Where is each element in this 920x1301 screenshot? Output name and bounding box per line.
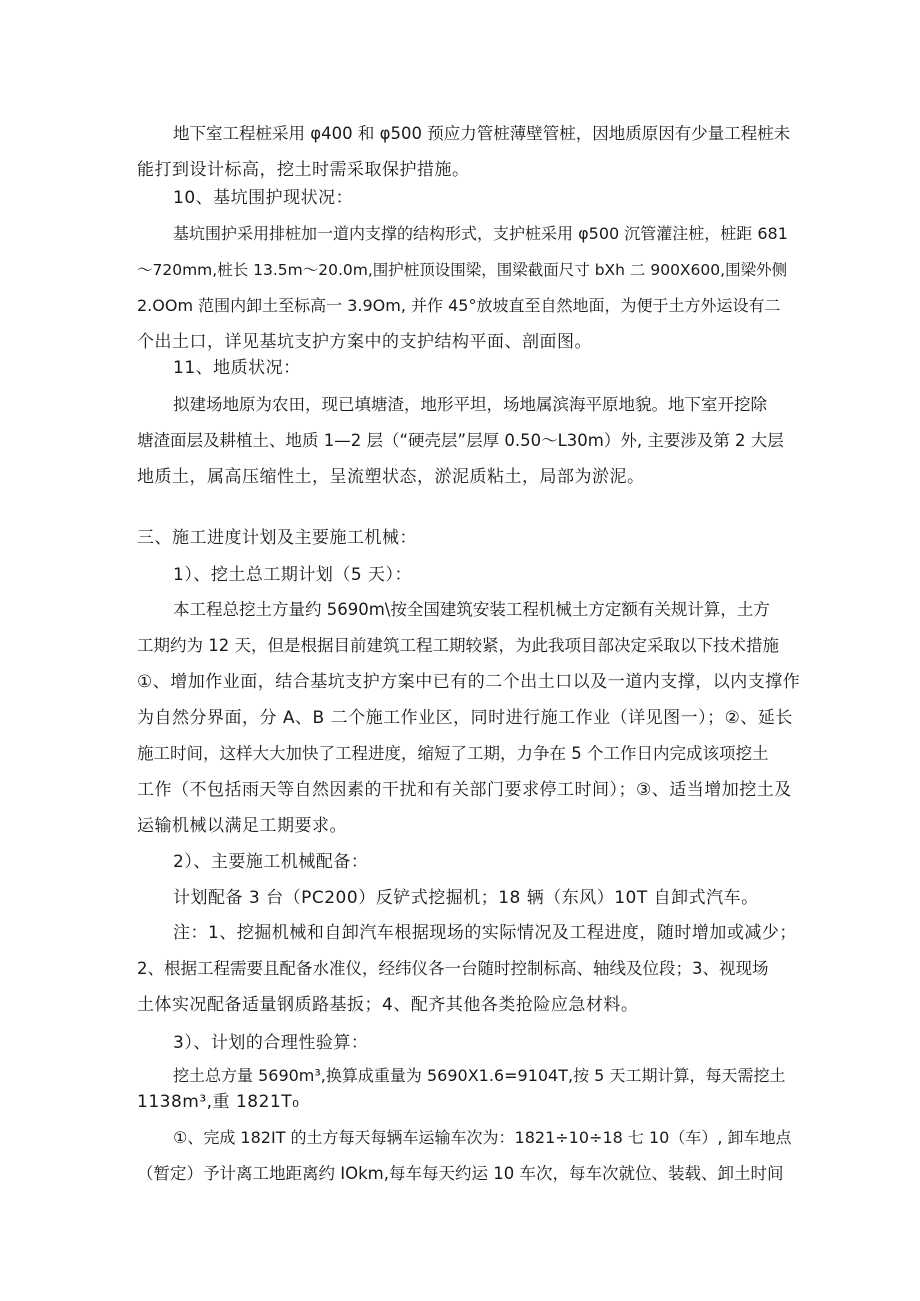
text-line: 拟建场地原为农田，现已填塘渣，地形平坦，场地属滨海平原地貌。地下室开挖除 [173, 395, 767, 414]
heading-10: 10、基坑围护现状况： [173, 188, 354, 208]
subheading-schedule: 1）、挖土总工期计划（5 天）： [173, 565, 413, 585]
text-line: ①、增加作业面，结合基坑支护方案中已有的二个出土口以及一道内支撑，以内支撑作 [137, 672, 801, 692]
text-line: 土体实况配备适量钢质路基扳；4、配齐其他各类抢险应急材料。 [137, 995, 639, 1015]
text-line: 2、根据工程需要且配备水准仪，经纬仪各一台随时控制标高、轴线及位段；3、视现场 [137, 959, 769, 978]
text-line: 基坑围护采用排桩加一道内支撑的结构形式，支护桩采用 φ500 沉管灌注桩，桩距 681 [173, 224, 788, 243]
text-line: 挖土总方量 5690m³,换算成重量为 5690X1.6=9104T,按 5 天工期计算，每天需挖土 [173, 1066, 786, 1085]
subheading-verification: 3）、计划的合理性验算： [173, 1033, 369, 1053]
heading-11: 11、地质状况： [173, 358, 301, 378]
paragraph-schedule [137, 592, 801, 844]
text-line: 为自然分界面，分 A、B 二个施工作业区，同时进行施工作业（详见图一）；②、延长 [137, 708, 793, 728]
text-line: 运输机械以满足工期要求。 [137, 816, 347, 836]
paragraph-trips [137, 1120, 792, 1192]
paragraph-notes [137, 915, 797, 1023]
text-line: 本工程总挖土方量约 5690m\按全国建筑安装工程机械土方定额有关规计算，土方 [173, 600, 770, 619]
text-line: ～720mm,桩长 13.5m～20.0m,围护桩顶设围梁，围梁截面尺寸 bXh 二 900X600,围梁外侧 [137, 261, 788, 279]
text-line: 塘渣面层及耕植土、地质 1—2 层（“硬壳层”层厚 0.50～L30m）外, 主要涉及第 2 大层 [137, 431, 784, 450]
paragraph-piles [137, 116, 791, 188]
text-line: 2.OOm 范围内卸土至标高一 3.9Om, 并作 45°放坡直至自然地面，为便于土方外运设有二 [137, 296, 781, 315]
text-line: ①、完成 182IT 的土方每天每辆车运输车次为：1821÷10÷18 七 10（车）, 卸车地点 [173, 1128, 792, 1147]
text-line: 个出土口，详见基坑支护方案中的支护结构平面、剖面图。 [137, 332, 592, 352]
text-line: （暂定）予计离工地距离约 IOkm,每车每天约运 10 车次，每车次就位、装载、卸土时间 [137, 1164, 784, 1183]
text-line: 注：1、挖掘机械和自卸汽车根据现场的实际情况及工程进度，随时增加或减少； [173, 923, 797, 943]
text-line: 地质土，属高压缩性土，呈流塑状态，淤泥质粘土，局部为淤泥。 [137, 467, 645, 487]
text-line: 施工时间，这样大大加快了工程进度，缩短了工期，力争在 5 个工作日内完成该项挖土 [137, 744, 769, 763]
text-line: 工作（不包括雨天等自然因素的干扰和有关部门要求停工时间）；③、适当增加挖土及 [137, 780, 792, 800]
paragraph-geology [137, 387, 787, 495]
paragraph-machinery: 计划配备 3 台（PC200）反铲式挖掘机；18 辆（东风）10T 自卸式汽车。 [173, 888, 759, 908]
text-line: 1138m³,重 1821T₀ [137, 1092, 300, 1112]
section-heading-3: 三、施工进度计划及主要施工机械： [137, 528, 417, 548]
text-line: 工期约为 12 天，但是根据目前建筑工程工期较紧，为此我项目部决定采取以下技术措施 [137, 636, 779, 655]
paragraph-pit-support [137, 216, 787, 360]
text-line: 能打到设计标高，挖土时需采取保护措施。 [137, 160, 470, 180]
subheading-machinery: 2）、主要施工机械配备： [173, 852, 369, 872]
text-line: 地下室工程桩采用 φ400 和 φ500 预应力管桩薄壁管桩，因地质原因有少量工程桩未 [173, 124, 791, 143]
paragraph-volume [137, 1063, 787, 1115]
